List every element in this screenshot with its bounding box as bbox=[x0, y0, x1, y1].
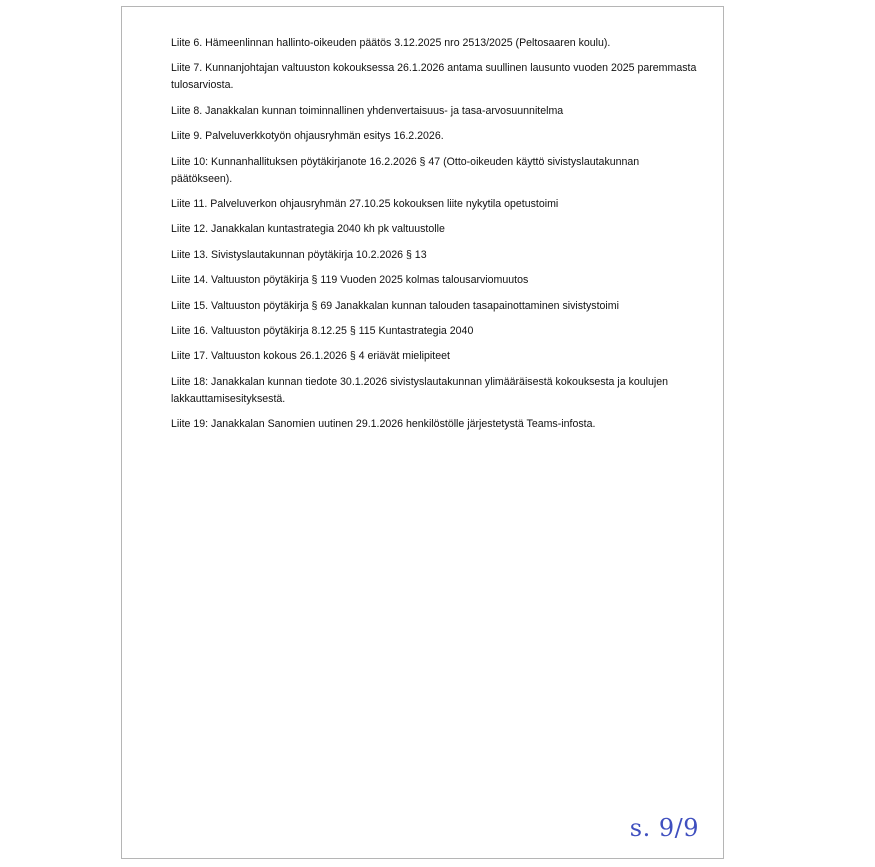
document-page bbox=[121, 6, 724, 859]
attachment-item: Liite 9. Palveluverkkotyön ohjausryhmän esitys 16.2.2026. bbox=[171, 130, 444, 143]
attachment-item: Liite 16. Valtuuston pöytäkirja 8.12.25 § 115 Kuntastrategia 2040 bbox=[171, 324, 474, 337]
attachment-item: Liite 12. Janakkalan kuntastrategia 2040 kh pk valtuustolle bbox=[171, 223, 445, 236]
attachment-item: Liite 8. Janakkalan kunnan toiminnallinen yhdenvertaisuus- ja tasa-arvosuunnitelma bbox=[171, 104, 564, 117]
attachment-item: Liite 7. Kunnanjohtajan valtuuston kokouksessa 26.1.2026 antama suullinen lausunto vuoden 2025 paremmasta tulosarviosta. bbox=[171, 62, 697, 92]
page-number: s. 9/9 bbox=[629, 814, 699, 842]
attachment-item: Liite 6. Hämeenlinnan hallinto-oikeuden päätös 3.12.2025 nro 2513/2025 (Peltosaaren koulu). bbox=[171, 37, 611, 49]
attachment-item: Liite 19: Janakkalan Sanomien uutinen 29.1.2026 henkilöstölle järjestetystä Teams-infosta. bbox=[171, 418, 596, 431]
attachment-item: Liite 18: Janakkalan kunnan tiedote 30.1.2026 sivistyslautakunnan ylimääräisestä kokouksesta ja koulujen lakkauttamisesityksestä. bbox=[171, 375, 669, 405]
attachment-item: Liite 15. Valtuuston pöytäkirja § 69 Janakkalan kunnan talouden tasapainottaminen sivistystoimi bbox=[171, 299, 619, 312]
attachment-item: Liite 10: Kunnanhallituksen pöytäkirjanote 16.2.2026 § 47 (Otto-oikeuden käyttö sivistyslautakunnan päätökseen). bbox=[171, 155, 640, 185]
attachment-item: Liite 17. Valtuuston kokous 26.1.2026 § 4 eriävät mielipiteet bbox=[171, 350, 450, 363]
attachment-item: Liite 11. Palveluverkon ohjausryhmän 27.10.25 kokouksen liite nykytila opetustoimi bbox=[171, 197, 559, 210]
attachment-item: Liite 13. Sivistyslautakunnan pöytäkirja 10.2.2026 § 13 bbox=[171, 248, 427, 261]
attachment-list bbox=[171, 35, 701, 441]
attachment-item: Liite 14. Valtuuston pöytäkirja § 119 Vuoden 2025 kolmas talousarviomuutos bbox=[171, 274, 529, 287]
